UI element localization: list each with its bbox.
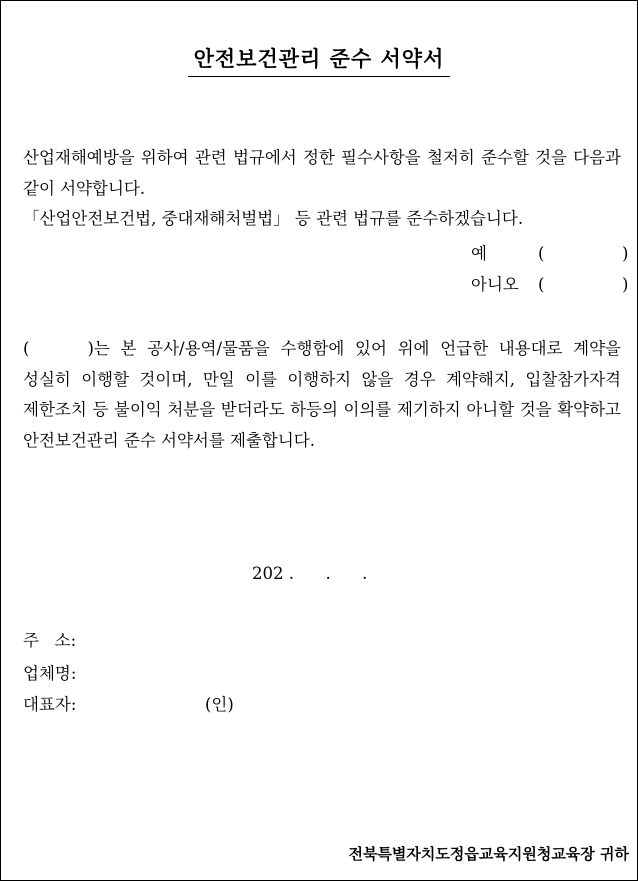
option-yes-paren-close: ) (622, 244, 629, 263)
pledge-paragraph (23, 143, 621, 235)
confirmation-text: )는 본 공사/용역/물품을 수행함에 있어 위에 언급한 내용대로 계약을 성실히 이행할 것이며, 만일 이를 이행하지 않을 경우 계약해지, 입찰참가자격 제한조치 등 불이익 처분을 받더라도 하등의 이의를 제기하지 아니할 것을 확약하고 안전보건관리 준수 서약서를 제출합니다. (23, 339, 621, 450)
confirmation-paragraph (23, 334, 621, 456)
seal-mark: (인) (205, 695, 234, 714)
option-yes-label: 예 (471, 244, 487, 263)
title-text: 안전보건관리 준수 서약서 (188, 43, 451, 77)
law-compliance-text: 「산업안전보건법, 중대재해처벌법」 등 관련 법규를 준수하겠습니다. (23, 209, 524, 228)
company-blank-open: ( (23, 339, 30, 358)
option-no-paren-close: ) (622, 275, 629, 294)
date-line: 202 . . . (252, 564, 368, 583)
company-label: 업체명: (23, 664, 77, 683)
recipient-line: 전북특별자치도정읍교육지원청교육장 귀하 (348, 845, 629, 863)
address-label: 주 소: (23, 631, 77, 650)
pledge-text: 산업재해예방을 위하여 관련 법규에서 정한 필수사항을 철저히 준수할 것을 다음과 같이 서약합니다. (23, 148, 621, 198)
option-no-paren-open[interactable]: ( (538, 275, 545, 294)
option-yes-paren-open[interactable]: ( (538, 244, 545, 263)
document-title (1, 43, 637, 77)
option-no-label: 아니오 (471, 275, 519, 294)
representative-label: 대표자: (23, 695, 77, 714)
